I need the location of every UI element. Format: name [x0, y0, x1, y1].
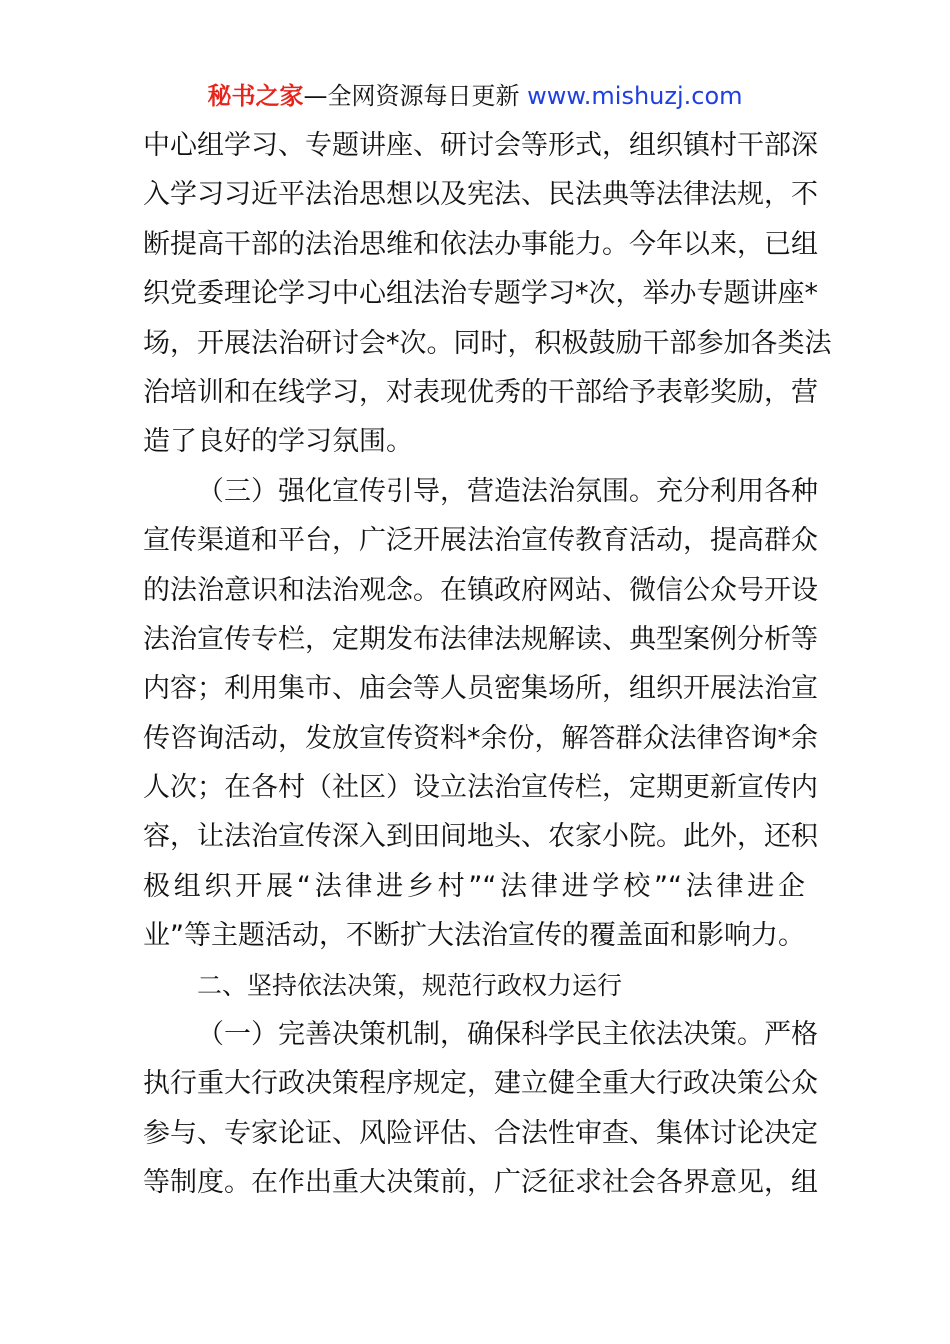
text-line: 法治宣传专栏，定期发布法律法规解读、典型案例分析等 [143, 623, 818, 655]
paragraph-first-line: （一）完善决策机制，确保科学民主依法决策。严格 [197, 1019, 818, 1051]
text-line: 人次；在各村（社区）设立法治宣传栏，定期更新宣传内 [143, 772, 818, 804]
text-line: 造了良好的学习氛围。 [143, 426, 413, 458]
text-line: 内容；利用集市、庙会等人员密集场所，组织开展法治宣 [143, 673, 818, 705]
text-line: 场，开展法治研讨会*次。同时，积极鼓励干部参加各类法 [143, 327, 832, 359]
text-line: 容，让法治宣传深入到田间地头、农家小院。此外，还积 [143, 821, 818, 853]
text-line: 业”等主题活动，不断扩大法治宣传的覆盖面和影响力。 [143, 920, 805, 952]
section-heading: 二、坚持依法决策，规范行政权力运行 [197, 970, 623, 1000]
site-brand: 秘书之家 [207, 82, 304, 110]
text-line: 织党委理论学习中心组法治专题学习*次，举办专题讲座* [143, 278, 818, 310]
text-line: 传咨询活动，发放宣传资料*余份，解答群众法律咨询*余 [143, 722, 818, 754]
text-line: 治培训和在线学习，对表现优秀的干部给予表彰奖励，营 [143, 376, 818, 408]
text-line: 中心组学习、专题讲座、研讨会等形式，组织镇村干部深 [143, 130, 818, 161]
text-line: 执行重大行政决策程序规定，建立健全重大行政决策公众 [143, 1068, 818, 1100]
text-line: 入学习习近平法治思想以及宪法、民法典等法律法规，不 [143, 179, 818, 211]
text-line: 宣传渠道和平台，广泛开展法治宣传教育活动，提高群众 [143, 525, 818, 557]
site-tagline: —全网资源每日更新 [303, 82, 528, 110]
site-header [0, 80, 950, 112]
text-line: 等制度。在作出重大决策前，广泛征求社会各界意见，组 [143, 1167, 818, 1199]
text-line: 断提高干部的法治思维和依法办事能力。今年以来，已组 [143, 228, 818, 260]
text-line: 极组织开展“法律进乡村”“法律进学校”“法律进企 [143, 870, 805, 902]
text-line: 参与、专家论证、风险评估、合法性审查、集体讨论决定 [143, 1117, 818, 1149]
site-url-link[interactable]: www.mishuzj.com [527, 82, 743, 110]
text-line: 的法治意识和法治观念。在镇政府网站、微信公众号开设 [143, 574, 818, 606]
paragraph-first-line: （三）强化宣传引导，营造法治氛围。充分利用各种 [197, 475, 818, 507]
document-body [143, 121, 832, 1208]
